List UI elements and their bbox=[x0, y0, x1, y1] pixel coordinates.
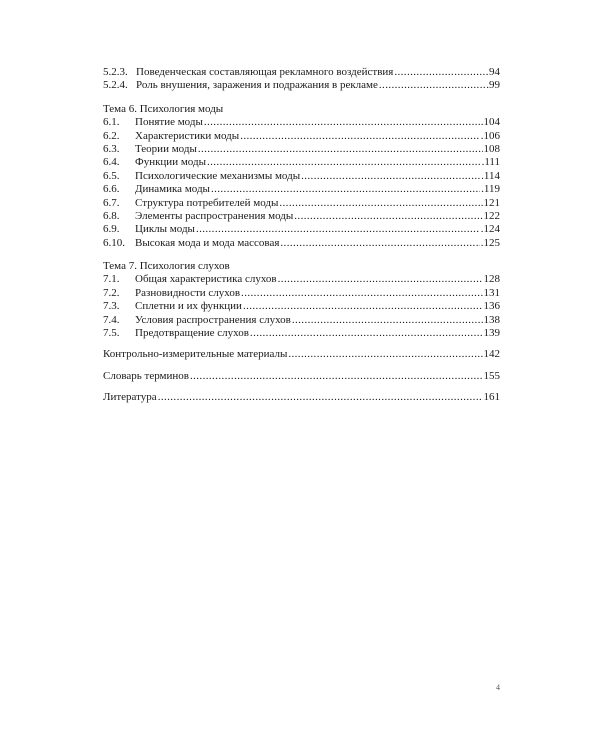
toc-entry-number: 7.4. bbox=[103, 313, 120, 326]
toc-entry-title: Характеристики моды bbox=[135, 129, 240, 142]
toc-entry-page: .99 bbox=[486, 79, 500, 92]
toc-entry-number: 6.5. bbox=[103, 169, 120, 182]
toc-entry-6-7 bbox=[103, 197, 500, 210]
toc-entry-number: 6.4. bbox=[103, 156, 120, 169]
toc-entry-5-2-3 bbox=[103, 66, 500, 79]
topic-7-heading: Тема 7. Психология слухов bbox=[103, 260, 230, 273]
toc-entry-page: .121 bbox=[480, 196, 500, 209]
dot-leader bbox=[294, 210, 482, 223]
toc-entry-page: 94 bbox=[489, 66, 500, 78]
toc-entry-title: Контрольно-измерительные материалы bbox=[103, 348, 288, 361]
toc-entry-assessment bbox=[103, 348, 500, 361]
toc-entry-7-3 bbox=[103, 300, 500, 313]
toc-entry-title: Высокая мода и мода массовая bbox=[135, 236, 280, 249]
page-number: 4 bbox=[496, 683, 500, 692]
toc-entry-6-10 bbox=[103, 237, 500, 250]
toc-entry-page: .124 bbox=[480, 223, 500, 236]
toc-entry-page: 138 bbox=[483, 313, 500, 326]
toc-entry-6-1 bbox=[103, 116, 500, 129]
toc-entry-title: Предотвращение слухов bbox=[135, 327, 249, 340]
toc-entry-page: 122 bbox=[483, 209, 500, 222]
toc-entry-title: Структура потребителей моды bbox=[135, 196, 279, 209]
toc-entry-title: Разновидности слухов bbox=[135, 286, 241, 299]
toc-entry-6-6 bbox=[103, 183, 500, 196]
toc-entry-glossary bbox=[103, 370, 500, 383]
toc-entry-number: 6.1. bbox=[103, 116, 120, 129]
toc-entry-6-8 bbox=[103, 210, 500, 223]
dot-leader bbox=[379, 79, 485, 92]
toc-entry-6-9 bbox=[103, 223, 500, 236]
toc-entry-page: 139 bbox=[483, 327, 500, 340]
toc-entry-page: 142 bbox=[483, 348, 500, 361]
dot-leader bbox=[158, 391, 483, 404]
toc-entry-title: Условия распространения слухов bbox=[135, 313, 291, 326]
toc-entry-number: 6.8. bbox=[103, 209, 120, 222]
toc-entry-title: Теории моды bbox=[135, 142, 197, 155]
toc-entry-page: .111 bbox=[481, 156, 500, 169]
toc-entry-title: Понятие моды bbox=[135, 116, 203, 129]
dot-leader bbox=[196, 223, 480, 236]
toc-entry-literature bbox=[103, 391, 500, 404]
toc-entry-6-3 bbox=[103, 143, 500, 156]
toc-entry-7-2 bbox=[103, 287, 500, 300]
toc-entry-page: 155 bbox=[483, 369, 500, 382]
toc-entry-title: Психологические механизмы моды bbox=[135, 169, 301, 182]
toc-entry-page: .125 bbox=[480, 236, 500, 249]
toc-entry-page: .104 bbox=[480, 116, 500, 129]
dot-leader bbox=[243, 300, 483, 313]
dot-leader bbox=[241, 287, 482, 300]
toc-entry-page: .119 bbox=[481, 183, 500, 196]
toc-entry-7-1 bbox=[103, 273, 500, 286]
dot-leader bbox=[204, 116, 480, 129]
toc-entry-page: 131 bbox=[483, 286, 500, 299]
toc-entry-title: Сплетни и их функции bbox=[135, 300, 242, 313]
toc-entry-number: 5.2.4. bbox=[103, 79, 128, 92]
dot-leader bbox=[240, 130, 480, 143]
toc-entry-page: 128 bbox=[483, 273, 500, 286]
toc-entry-6-4 bbox=[103, 156, 500, 169]
toc-entry-page: 161 bbox=[483, 391, 500, 404]
toc-entry-number: 7.5. bbox=[103, 327, 120, 340]
dot-leader bbox=[190, 370, 483, 383]
toc-entry-title: Динамика моды bbox=[135, 183, 210, 196]
toc-entry-6-5 bbox=[103, 170, 500, 183]
dot-leader bbox=[211, 183, 480, 196]
toc-entry-7-5 bbox=[103, 327, 500, 340]
toc-entry-page: .114 bbox=[481, 169, 500, 182]
toc-entry-title: Роль внушения, заражения и подражания в рекламе bbox=[136, 79, 378, 92]
toc-entry-number: 6.2. bbox=[103, 129, 120, 142]
dot-leader bbox=[198, 143, 483, 156]
toc-entry-7-4 bbox=[103, 314, 500, 327]
dot-leader bbox=[288, 348, 482, 361]
dot-leader bbox=[394, 66, 488, 79]
toc-entry-number: 6.6. bbox=[103, 183, 120, 196]
toc-entry-title: Поведенческая составляющая рекламного воздействия bbox=[136, 66, 394, 78]
dot-leader bbox=[280, 237, 479, 250]
table-of-contents bbox=[103, 66, 500, 405]
toc-entry-title: Функции моды bbox=[135, 156, 206, 169]
dot-leader bbox=[292, 314, 483, 327]
dot-leader bbox=[301, 170, 480, 183]
toc-entry-title: Общая характеристика слухов bbox=[135, 273, 277, 286]
toc-entry-title: Литература bbox=[103, 391, 157, 404]
toc-entry-title: Словарь терминов bbox=[103, 369, 189, 382]
toc-entry-number: 7.1. bbox=[103, 273, 120, 286]
toc-entry-page: 108 bbox=[483, 142, 500, 155]
toc-entry-title: Циклы моды bbox=[135, 223, 195, 236]
toc-entry-5-2-4 bbox=[103, 79, 500, 92]
topic-6-heading: Тема 6. Психология моды bbox=[103, 102, 224, 115]
dot-leader bbox=[279, 197, 479, 210]
toc-entry-title: Элементы распространения моды bbox=[135, 209, 294, 222]
toc-entry-number: 7.2. bbox=[103, 286, 120, 299]
toc-entry-number: 6.10. bbox=[103, 236, 125, 249]
toc-entry-page: .106 bbox=[480, 129, 500, 142]
toc-entry-number: 5.2.3. bbox=[103, 66, 128, 78]
toc-entry-number: 6.9. bbox=[103, 223, 120, 236]
toc-entry-number: 6.3. bbox=[103, 142, 120, 155]
dot-leader bbox=[278, 273, 483, 286]
toc-entry-number: 7.3. bbox=[103, 300, 120, 313]
toc-entry-6-2 bbox=[103, 130, 500, 143]
dot-leader bbox=[207, 156, 481, 169]
toc-entry-page: 136 bbox=[483, 300, 500, 313]
dot-leader bbox=[250, 327, 483, 340]
toc-entry-number: 6.7. bbox=[103, 196, 120, 209]
